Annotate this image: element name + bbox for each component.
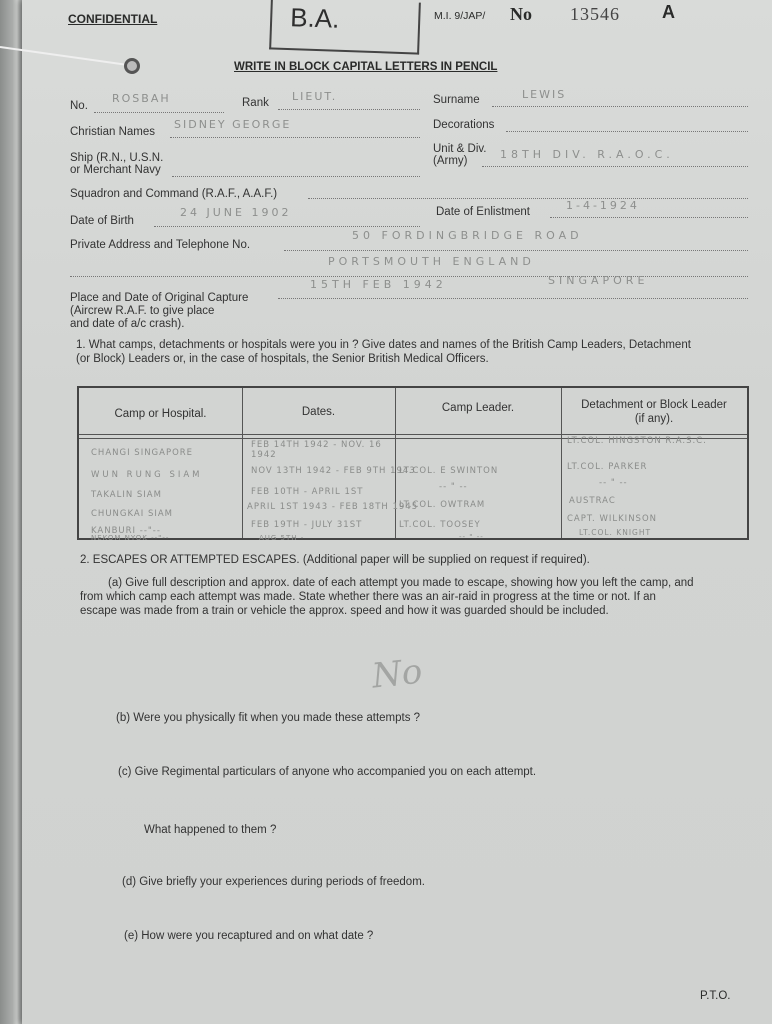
rank-label: Rank (242, 97, 269, 109)
header-dates: Dates. (301, 406, 336, 418)
capture-date: 15TH FEB 1942 (310, 278, 447, 291)
question-c-sub: What happened to them ? (144, 824, 277, 836)
christian-names-line (170, 137, 420, 138)
address-value-2: PORTSMOUTH ENGLAND (328, 255, 535, 268)
form-page (22, 0, 772, 1024)
mi9-reference: M.I. 9/JAP/ (434, 10, 486, 22)
capture-line (278, 298, 748, 299)
squadron-line (308, 198, 748, 199)
rank-value: LIEUT. (292, 90, 338, 103)
question-e: (e) How were you recaptured and on what date ? (124, 930, 374, 942)
escapes-a-line-3: escape was made from a train or vehicle the approx. speed and how it was guarded should be included. (80, 605, 609, 617)
serial-suffix: A (662, 2, 675, 22)
enlistment-value: 1-4-1924 (566, 199, 640, 212)
christian-names-value: SIDNEY GEORGE (174, 118, 292, 131)
question-d: (d) Give briefly your experiences during periods of freedom. (122, 876, 425, 888)
surname-label: Surname (433, 94, 480, 106)
unit-label-2: (Army) (433, 155, 468, 167)
question-c: (c) Give Regimental particulars of anyone who accompanied you on each attempt. (118, 766, 537, 778)
christian-names-label: Christian Names (70, 126, 155, 138)
dob-label: Date of Birth (70, 215, 134, 227)
ship-label-2: or Merchant Navy (70, 164, 161, 176)
no-line (94, 112, 224, 113)
underlying-page-edge (12, 0, 22, 1024)
dob-value: 24 JUNE 1902 (180, 206, 292, 219)
dob-line (154, 226, 420, 227)
ship-label-1: Ship (R.N., U.S.N. (70, 152, 164, 164)
surname-line (492, 106, 748, 107)
decorations-line (506, 131, 748, 132)
serial-number: 13546 (570, 4, 620, 24)
question-b: (b) Were you physically fit when you made these attempts ? (116, 712, 421, 724)
ship-line (172, 176, 420, 177)
header-camp: Camp or Hospital. (114, 408, 207, 420)
pto-label: P.T.O. (700, 990, 731, 1002)
enlistment-label: Date of Enlistment (436, 206, 530, 218)
surname-value: LEWIS (522, 88, 567, 101)
address-line-1 (284, 250, 748, 251)
camps-table: Camp or Hospital. Dates. Camp Leader. Detachment or Block Leader (if any). CHANGI SINGAPORE FEB 14TH 1942 - NOV. 16 1942 LT.COL. HINGSTON R.A.S.C. WUN RUNG SIAM NOV 13TH 1942 - FEB 9TH 1943 LT.COL. E SWINTON LT.COL. PARKER TAKALIN SIAM FEB 10TH - APRIL 1ST -- " -- -- " -- CHUNGKAI SIAM APRIL 1ST 1943 - FEB 18TH 1945 LT.COL. OWTRAM AUSTRAC KANBURI --"-- FEB 19TH - JULY 31ST LT.COL. TOOSEY CAPT. WILKINSON NEKOM NYOK --"-- AUG 5TH - -- " -- LT.COL. KNIGHT (77, 386, 749, 540)
confidential-heading: CONFIDENTIAL (68, 12, 158, 26)
enlistment-line (550, 217, 748, 218)
capture-label-2: (Aircrew R.A.F. to give place (70, 305, 215, 317)
pencil-instruction: WRITE IN BLOCK CAPITAL LETTERS IN PENCIL (234, 61, 498, 73)
ba-stamp-box (269, 0, 421, 55)
unit-label-1: Unit & Div. (433, 143, 487, 155)
header-camp-leader: Camp Leader. (441, 402, 515, 414)
no-value: ROSBAH (112, 92, 171, 105)
capture-place: SINGAPORE (548, 274, 649, 287)
no-label: No. (70, 100, 88, 112)
escapes-a-line-2: from which camp each attempt was made. State whether there was an air-raid in progress at the time or not. If an (80, 591, 656, 603)
number-label: No (510, 4, 532, 24)
capture-label-1: Place and Date of Original Capture (70, 292, 249, 304)
handwritten-answer-no: No (370, 651, 425, 697)
question-1-line-1: 1. What camps, detachments or hospitals were you in ? Give dates and names of the British Camp Leaders, Detachment (76, 339, 691, 351)
decorations-label: Decorations (433, 119, 495, 131)
escapes-heading: 2. ESCAPES OR ATTEMPTED ESCAPES. (Additional paper will be supplied on request if required). (80, 554, 590, 566)
address-label: Private Address and Telephone No. (70, 239, 251, 251)
escapes-a-line-1: (a) Give full description and approx. date of each attempt you made to escape, showing how you left the camp, and (108, 577, 694, 589)
rank-line (278, 109, 420, 110)
question-1-line-2: (or Block) Leaders or, in the case of hospitals, the Senior British Medical Officers. (76, 353, 489, 365)
punch-hole (124, 58, 140, 74)
address-value-1: 50 FORDINGBRIDGE ROAD (352, 229, 583, 242)
header-detachment-leader: Detachment or Block Leader (if any). (581, 399, 727, 425)
unit-line (482, 166, 748, 167)
unit-value: 18TH DIV. R.A.O.C. (500, 148, 674, 161)
ba-stamp-text: B.A. (289, 2, 340, 34)
capture-label-3: and date of a/c crash). (70, 318, 185, 330)
squadron-label: Squadron and Command (R.A.F., A.A.F.) (70, 188, 278, 200)
